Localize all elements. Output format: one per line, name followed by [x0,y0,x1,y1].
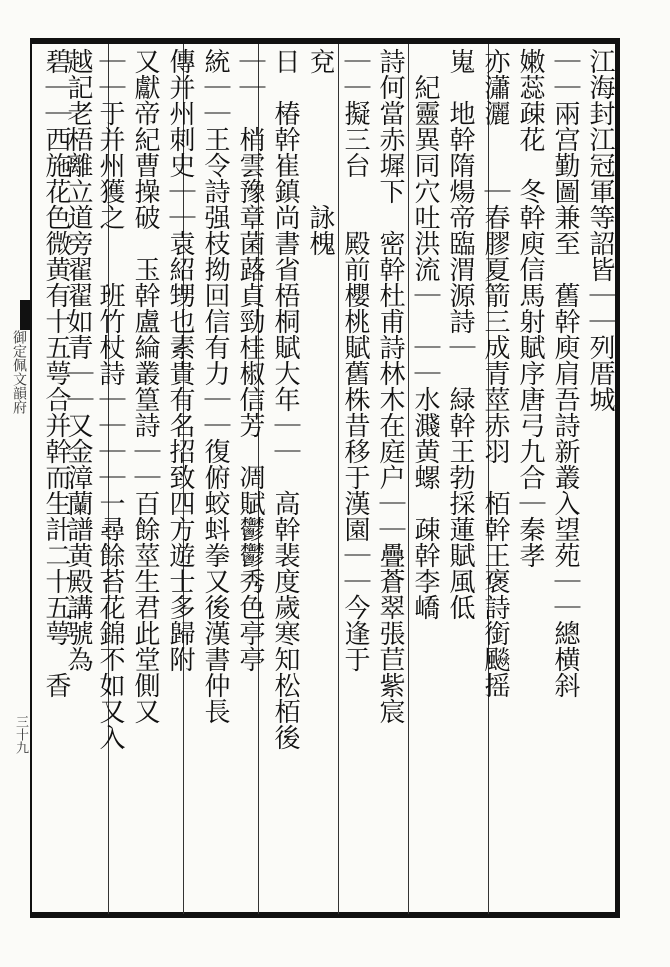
text-column-2: ｜｜兩宫勤圖兼至 舊幹庾肩吾詩新叢入望苑｜｜總横斜 [550,48,580,698]
text-column-15: ｜｜于并州獲之 班竹杖詩｜｜｜｜一尋餘苔花錦不如又入 [95,48,125,750]
text-column-12: 統｜｜王令詩强枝拗回信有力｜｜復俯蛟蚪拳又後漢書仲長 [200,48,230,724]
text-column-17: 碧｜｜西施花色微黄有十五萼合并幹而生計二十五萼 香 [41,48,71,698]
text-column-3: 嫩蕊疎花 冬幹庾信馬射賦序唐弓九合｜秦孝 [515,48,545,568]
margin-tab-mark [20,300,30,330]
text-column-4: 亦瀟灑 ｜春膠夏箭三成青莖赤羽 栢幹王褒詩銜飈摇 [480,48,510,698]
text-column-13: 傳并州刺史｜｜袁紹甥也素貴有名招致四方遊士多歸附 [165,48,195,672]
text-column-7: 詩何當赤墀下 密幹杜甫詩林木在庭户｜｜疊蒼翠張苣紫宸 [375,48,405,724]
text-column-14: 又獻帝紀曹操破 玉幹盧綸叢篁詩｜｜百餘莖生君此堂側又 [130,48,160,724]
text-column-6: 紀靈異同穴吐洪流｜ ｜｜水濺黄螺 疎幹李嶠 [410,48,440,620]
text-column-11: ｜｜ 梢雲豫章菌蕗貞勁桂椒信芳 凋賦鬱鬱秀色亭亭 [235,48,265,672]
text-column-1: 江海封江冠軍等詔皆｜｜列厝城 [585,48,615,412]
text-column-10: 日 椿幹崔鎮尚書省梧桐賦大年｜｜ 高幹裴度歲寒知松栢後 [270,48,300,750]
page-number: 三十九 [13,715,28,754]
text-column-9: 兗 詠槐 [305,48,335,256]
text-column-8: ｜｜擬三台 殿前櫻桃賦舊株昔移于漢園｜｜今逢于 [340,48,370,672]
text-column-16: 越記老梧離立道旁翟翟如青｜｜又金漳蘭譜黄殿講號為 [63,48,93,672]
text-column-5: 嵬 地幹隋煬帝臨渭源詩｜ 緑幹王勃採蓮賦風低 [445,48,475,620]
margin-title: 御定佩文韻府 [11,330,27,414]
